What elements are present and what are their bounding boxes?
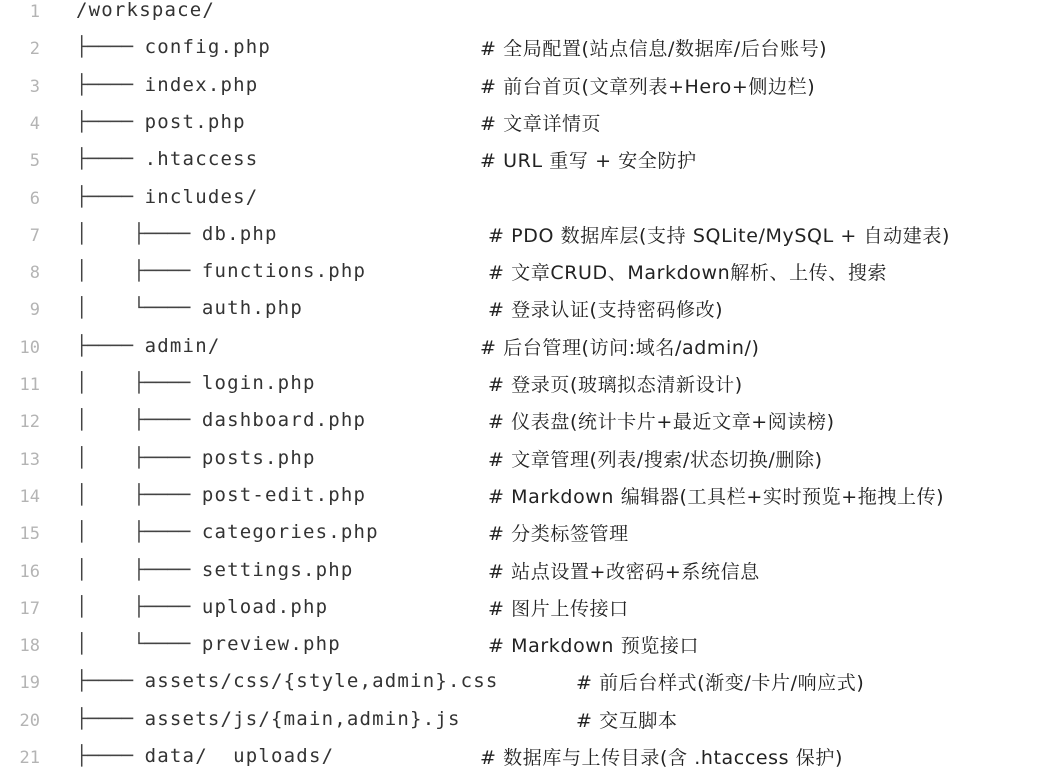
line-number: 5 [29,151,40,172]
file-name: categories.php [201,521,379,544]
code-comment: # 前后台样式(渐变/卡片/响应式) [576,672,865,695]
file-name: preview.php [201,633,341,656]
code-line[interactable] [0,294,1042,331]
tree-entry [76,74,258,96]
line-number: 1 [29,2,40,22]
file-name: assets/js/{main,admin}.js [144,707,461,730]
line-number: 2 [29,39,40,60]
code-comment: # 交互脚本 [576,709,678,732]
line-number: 21 [19,748,40,768]
code-line[interactable] [0,556,1042,593]
file-name: post-edit.php [201,483,367,506]
code-comment: # URL 重写 + 安全防护 [480,150,697,173]
tree-connector: │ ├──── [76,372,202,394]
tree-entry [76,335,220,357]
code-line[interactable] [0,630,1042,667]
tree-entry [76,148,258,170]
tree-entry [76,447,316,469]
file-name: functions.php [201,260,367,283]
code-comment: # 后台管理(访问:域名/admin/) [480,336,760,359]
code-line[interactable] [0,742,1042,779]
file-name: login.php [201,372,316,394]
file-name: posts.php [201,446,316,469]
line-number: 18 [19,636,40,657]
code-line[interactable] [0,667,1042,704]
line-number: 16 [19,561,40,582]
file-name: config.php [144,36,272,59]
file-name: post.php [144,110,246,133]
file-name: upload.php [201,595,329,618]
tree-entry [76,484,366,506]
code-line[interactable] [0,71,1042,108]
file-name: .htaccess [144,148,259,171]
code-line[interactable] [0,444,1042,481]
tree-connector: │ ├──── [76,260,202,283]
code-comment: # 前台首页(文章列表+Hero+侧边栏) [480,75,816,98]
line-number: 19 [19,673,40,694]
code-line[interactable] [0,145,1042,182]
tree-connector: │ ├──── [76,558,202,581]
code-line[interactable] [0,518,1042,555]
tree-connector: │ ├──── [76,595,202,618]
code-comment: # 登录认证(支持密码修改) [488,299,724,322]
code-line[interactable] [0,481,1042,518]
code-line[interactable] [0,0,1042,33]
tree-connector: ├──── [76,745,145,767]
code-comment: # 图片上传接口 [488,597,629,620]
code-line[interactable] [0,369,1042,406]
code-line[interactable] [0,33,1042,70]
code-line[interactable] [0,593,1042,630]
tree-entry [76,708,461,730]
tree-entry [76,0,215,21]
code-line[interactable] [0,220,1042,257]
code-comment: # 文章详情页 [480,112,602,135]
file-name: db.php [201,222,278,245]
tree-entry [76,297,303,319]
tree-entry [76,521,379,543]
line-number: 17 [19,598,40,619]
tree-connector: ├──── [76,707,145,730]
code-comment: # 分类标签管理 [488,523,629,546]
line-number: 12 [19,412,40,433]
code-comment: # 数据库与上传目录(含 .htaccess 保护) [480,747,844,769]
tree-connector: │ ├──── [76,521,202,544]
file-name: includes/ [144,185,259,208]
tree-connector: ├──── [76,334,145,357]
tree-entry [76,223,278,245]
code-comment: # 仪表盘(统计卡片+最近文章+阅读榜) [488,411,835,434]
line-number: 3 [29,76,40,97]
tree-connector: ├──── [76,185,145,208]
code-line[interactable] [0,257,1042,294]
line-number: 6 [29,188,40,209]
code-line[interactable] [0,406,1042,443]
file-name: assets/css/{style,admin}.css [144,670,499,693]
code-line[interactable] [0,183,1042,220]
file-name: index.php [144,73,259,96]
tree-entry [76,409,366,431]
tree-connector: │ ├──── [76,446,202,469]
line-number: 15 [19,524,40,545]
tree-entry [76,372,316,394]
code-comment: # 站点设置+改密码+系统信息 [488,560,760,583]
file-name: auth.php [201,297,303,320]
tree-connector: │ └──── [76,633,202,656]
tree-connector: │ └──── [76,297,202,320]
tree-connector: ├──── [76,110,145,133]
line-number: 4 [29,113,40,134]
line-number: 9 [29,300,40,321]
code-comment: # PDO 数据库层(支持 SQLite/MySQL + 自动建表) [488,224,950,247]
code-line[interactable] [0,705,1042,742]
tree-entry [76,745,334,767]
code-comment: # 文章CRUD、Markdown解析、上传、搜索 [488,262,888,285]
file-name: admin/ [144,334,221,357]
file-name: data/ uploads/ [144,745,335,767]
file-name: dashboard.php [201,409,367,432]
tree-entry [76,186,258,208]
code-line[interactable] [0,108,1042,145]
tree-connector: ├──── [76,148,145,171]
tree-entry [76,596,328,618]
file-name: settings.php [201,558,354,581]
tree-entry [76,633,341,655]
tree-connector: ├──── [76,670,145,693]
tree-entry [76,559,354,581]
line-number: 13 [19,449,40,470]
line-number: 14 [19,486,40,507]
tree-connector: │ ├──── [76,222,202,245]
tree-entry [76,36,271,58]
code-comment: # 全局配置(站点信息/数据库/后台账号) [480,38,828,61]
tree-connector: │ ├──── [76,483,202,506]
line-number: 10 [19,337,40,358]
line-number: 8 [29,263,40,284]
code-comment: # Markdown 编辑器(工具栏+实时预览+拖拽上传) [488,485,945,508]
tree-entry [76,260,366,282]
tree-connector: ├──── [76,36,145,59]
tree-entry [76,670,499,692]
code-line[interactable] [0,332,1042,369]
tree-entry [76,111,246,133]
tree-connector: ├──── [76,73,145,96]
code-comment: # 文章管理(列表/搜索/状态切换/删除) [488,448,823,471]
tree-connector: │ ├──── [76,409,202,432]
code-comment: # Markdown 预览接口 [488,635,700,658]
file-name: /workspace/ [76,0,216,21]
line-number: 20 [19,710,40,731]
code-comment: # 登录页(玻璃拟态清新设计) [488,374,743,396]
line-number: 7 [29,225,40,246]
line-number: 11 [19,375,40,395]
